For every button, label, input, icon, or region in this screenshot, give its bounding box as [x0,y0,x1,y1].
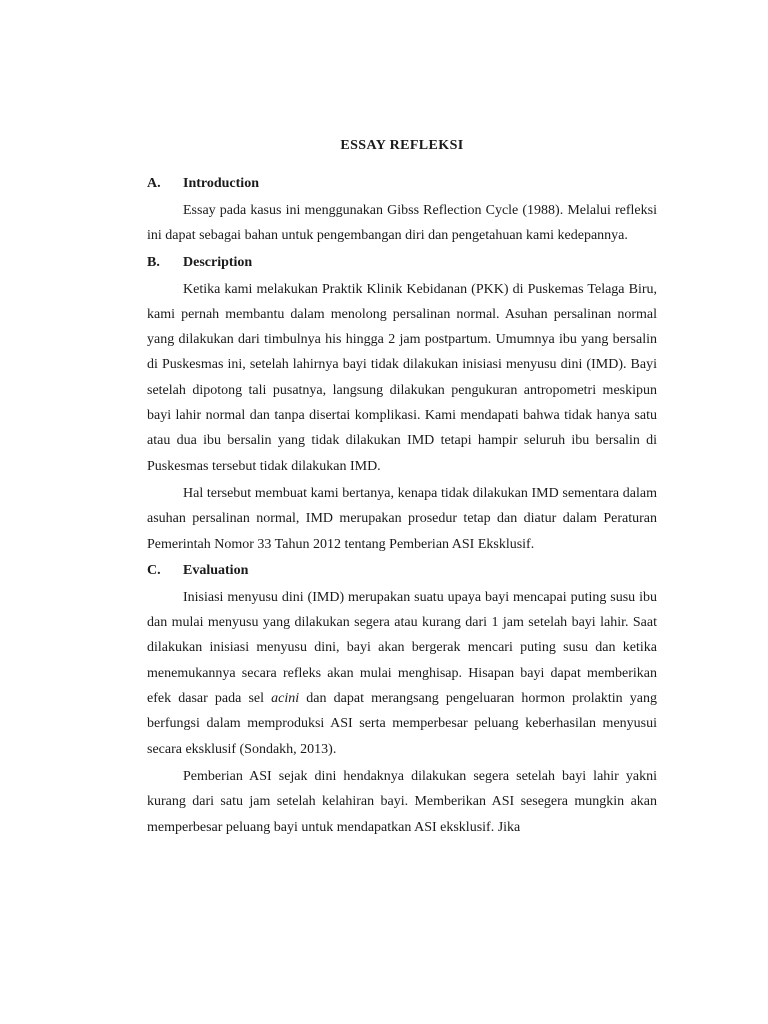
paragraph: Essay pada kasus ini menggunakan Gibss Reflection Cycle (1988). Melalui refleksi ini dapat sebagai bahan untuk pengembangan diri dan pengetahuan kami kedepannya. [147,203,657,244]
section-heading-description [147,253,657,273]
document-body [147,136,657,842]
paragraph: Hal tersebut membuat kami bertanya, kenapa tidak dilakukan IMD sementara dalam asuhan persalinan normal, IMD merupakan prosedur tetap dan diatur dalam Peraturan Pemerintah Nomor 33 Tahun 2012 tentang Pemberian ASI Eksklusif. [147,485,657,552]
section-heading-text: Introduction [183,176,259,191]
paragraph: Ketika kami melakukan Praktik Klinik Kebidanan (PKK) di Puskemas Telaga Biru, kami pernah membantu dalam menolong persalinan normal. Asuhan persalinan normal yang dilakukan dari timbulnya his hingga 2 jam postpartum. Umumnya ibu yang bersalin di Puskesmas ini, setelah lahirnya bayi tidak dilakukan inisiasi menyusu dini (IMD). Bayi setelah dipotong tali pusatnya, langsung dilakukan pengukuran antropometri meskipun bayi lahir normal dan tanpa disertai komplikasi. Kami mendapati bahwa tidak hanya satu atau dua ibu bersalin yang tidak dilakukan IMD tetapi hampir seluruh ibu bersalin di Puskesmas tersebut tidak dilakukan IMD. [147,281,657,474]
section-letter: B. [147,254,160,270]
section-heading-evaluation [147,561,657,581]
paragraph-text: Inisiasi menyusu dini (IMD) merupakan suatu upaya bayi mencapai puting susu ibu dan mulai menyusu yang dilakukan segera atau kurang dari 1 jam setelah bayi lahir. Saat dilakukan inisiasi menyusu dini, bayi akan bergerak mencari puting susu dan ketika menemukannya secara refleks akan mulai menghisap. Hisapan bayi dapat memberikan efek dasar pada sel [147,589,657,707]
italic-term: acini [271,691,300,707]
paragraph [147,585,657,762]
section-heading-text: Description [183,254,253,270]
section-heading-text: Evaluation [183,562,249,578]
paragraph: Pemberian ASI sejak dini hendaknya dilakukan segera setelah bayi lahir yakni kurang dari satu jam setelah kelahiran bayi. Memberikan ASI sesegera mungkin akan memperbesar peluang bayi untuk mendapatkan ASI eksklusif. Jika [147,768,657,835]
section-heading-introduction [147,174,657,194]
section-letter: C. [147,562,161,578]
document-title: ESSAY REFLEKSI [340,138,464,153]
section-letter: A. [147,176,161,191]
paragraph-text: dan dapat merangsang pengeluaran hormon prolaktin yang berfungsi dalam memproduksi ASI serta memperbesar peluang keberhasilan menyusui secara eksklusif (Sondakh, 2013). [147,691,658,757]
